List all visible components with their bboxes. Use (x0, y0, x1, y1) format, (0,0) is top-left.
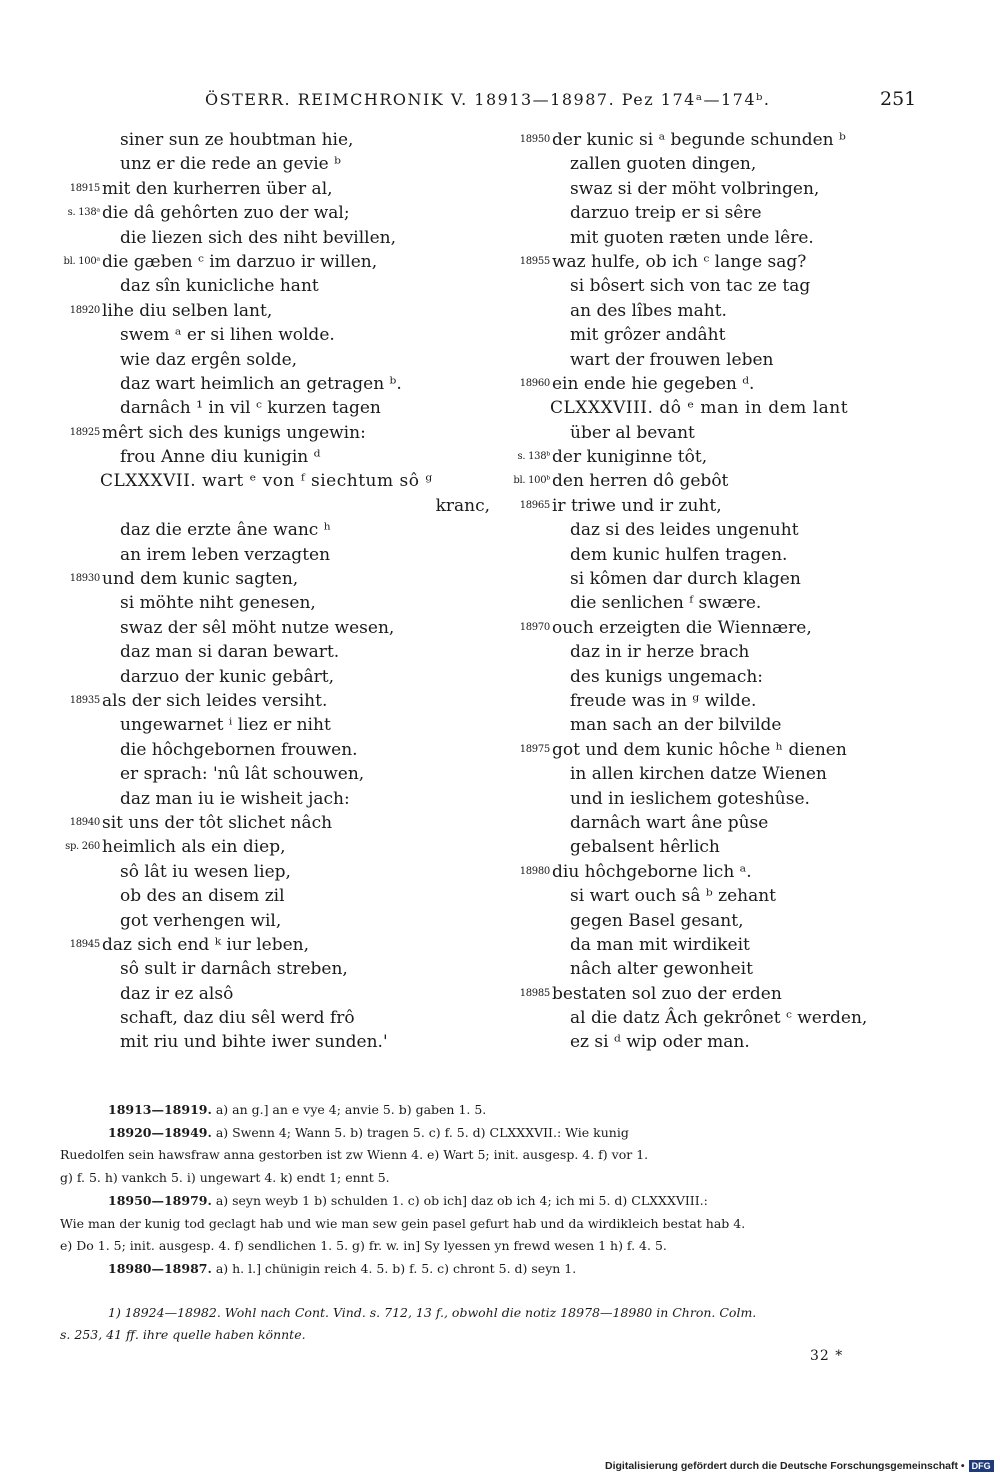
line-number: 18925 (69, 426, 100, 438)
verse-text: kranc, (435, 495, 490, 516)
verse-text: ein ende hie gegeben ᵈ. (552, 373, 755, 394)
apparatus-text: a) h. l.] chünigin reich 4. 5. b) f. 5. c) chront 5. d) seyn 1. (215, 1260, 577, 1276)
line-number: 18965 (519, 499, 550, 511)
apparatus-entry (60, 1213, 914, 1236)
verse-text: darzuo der kunic gebârt, (120, 666, 335, 687)
verse-line (40, 884, 490, 908)
verse-text: ob des an disem zil (120, 886, 285, 907)
verse-line (40, 738, 490, 762)
verse-line (40, 835, 490, 859)
line-number: bl. 100ᵃ (63, 255, 100, 267)
verse-line (490, 201, 940, 225)
verse-text: mêrt sich des kunigs ungewin: (102, 422, 366, 443)
verse-line (490, 640, 940, 664)
verse-text: sô sult ir darnâch streben, (120, 959, 348, 980)
footnote-line: 1) 18924—18982. Wohl nach Cont. Vind. s. 712, 13 f., obwohl die notiz 18978—18980 in Chron. Colm. (108, 1305, 757, 1320)
line-number: 18955 (519, 255, 550, 267)
verse-line (40, 348, 490, 372)
apparatus-entry (60, 1099, 914, 1122)
verse-line (490, 665, 940, 689)
verse-text: ungewarnet ⁱ liez er niht (120, 715, 331, 736)
signature-mark: 32 * (810, 1348, 844, 1364)
verse-text: daz man si daran bewart. (120, 642, 340, 663)
apparatus-entry (60, 1122, 914, 1145)
verse-line (40, 787, 490, 811)
left-verse-column (40, 128, 490, 1055)
verse-line (40, 177, 490, 201)
verse-text: ez si ᵈ wip oder man. (570, 1032, 750, 1053)
dfg-notice-text: Digitalisierung gefördert durch die Deutsche Forschungsgemeinschaft • (605, 1460, 965, 1472)
verse-line (490, 933, 940, 957)
verse-line (490, 177, 940, 201)
verse-text: die gæben ᶜ im darzuo ir willen, (102, 251, 378, 272)
apparatus-entry (60, 1235, 914, 1258)
verse-line (490, 323, 940, 347)
verse-text: got verhengen wil, (120, 910, 282, 931)
verse-text: waz hulfe, ob ich ᶜ lange sag? (552, 251, 807, 272)
line-number: sp. 260 (65, 841, 100, 853)
verse-line (40, 982, 490, 1006)
verse-text: siner sun ze houbtman hie, (120, 130, 354, 150)
verse-line (40, 640, 490, 664)
verse-text: daz si des leides ungenuht (570, 520, 799, 541)
apparatus-text: a) seyn weyb 1 b) schulden 1. c) ob ich] daz ob ich 4; ich mi 5. d) CLXXXVIII.: (215, 1192, 708, 1208)
verse-text: mit riu und bihte iwer sunden.' (120, 1032, 388, 1053)
verse-line (40, 201, 490, 225)
apparatus-range: 18913—18919. (108, 1102, 212, 1117)
verse-text: über al bevant (570, 422, 695, 443)
verse-line (490, 421, 940, 445)
apparatus-text: e) Do 1. 5; init. ausgesp. 4. f) sendlichen 1. 5. g) fr. w. in] Sy lyessen yn frewd wesen 1 h) f. 4. 5. (60, 1238, 667, 1254)
verse-text: des kunigs ungemach: (570, 666, 764, 687)
verse-line (40, 274, 490, 298)
verse-line (490, 713, 940, 737)
verse-line (490, 884, 940, 908)
verse-text: CLXXXVIII. dô ᵉ man in dem lant (550, 398, 849, 419)
verse-line (40, 616, 490, 640)
verse-line (40, 860, 490, 884)
apparatus-text: a) an g.] an e vye 4; anvie 5. b) gaben 1. 5. (215, 1102, 487, 1117)
verse-text: heimlich als ein diep, (102, 837, 286, 858)
verse-text: daz ir ez alsô (120, 983, 234, 1004)
verse-text: daz sîn kunicliche hant (120, 276, 319, 297)
verse-line (40, 933, 490, 957)
verse-line (490, 396, 940, 420)
verse-text: swaz der sêl möht nutze wesen, (120, 617, 395, 638)
verse-text: die senlichen ᶠ swære. (570, 593, 762, 614)
verse-text: diu hôchgeborne lich ᵃ. (552, 861, 752, 882)
critical-apparatus (60, 1099, 914, 1281)
verse-text: si bôsert sich von tac ze tag (570, 276, 811, 297)
verse-line (40, 567, 490, 591)
verse-line (40, 494, 490, 518)
verse-line (490, 689, 940, 713)
verse-text: si möhte niht genesen, (120, 593, 316, 614)
verse-text: mit guoten ræten unde lêre. (570, 227, 814, 248)
right-verse-column (490, 128, 940, 1055)
line-number: 18980 (519, 865, 550, 877)
apparatus-text: Wie man der kunig tod geclagt hab und wie man sew gein pasel gefurt hab und da wirdikleich bestat hab 4. (60, 1215, 746, 1231)
verse-text: die liezen sich des niht bevillen, (120, 227, 397, 248)
footnote-line: s. 253, 41 ff. ihre quelle haben könnte. (60, 1327, 306, 1342)
verse-text: wie daz ergên solde, (120, 349, 298, 370)
verse-text: die hôchgebornen frouwen. (120, 739, 358, 760)
verse-text: an irem leben verzagten (120, 544, 331, 565)
running-title: ÖSTERR. REIMCHRONIK V. 18913—18987. Pez 174ᵃ—174ᵇ. (205, 90, 771, 109)
verse-text: daz in ir herze brach (570, 642, 750, 663)
verse-line (40, 591, 490, 615)
verse-text: freude was in ᵍ wilde. (570, 690, 757, 711)
verse-text: gegen Basel gesant, (570, 910, 744, 931)
line-number: 18985 (519, 987, 550, 999)
apparatus-range: 18980—18987. (108, 1260, 212, 1276)
verse-line (490, 469, 940, 493)
verse-line (490, 567, 940, 591)
line-number: s. 138ᵃ (67, 207, 100, 219)
verse-line (40, 1006, 490, 1030)
verse-line (40, 518, 490, 542)
verse-line (40, 469, 490, 493)
verse-text: lihe diu selben lant, (102, 300, 273, 321)
verse-text: wart der frouwen leben (570, 349, 774, 370)
line-number: 18950 (519, 134, 550, 145)
verse-text: daz sich end ᵏ iur leben, (102, 934, 310, 955)
verse-line (40, 299, 490, 323)
verse-text: si wart ouch sâ ᵇ zehant (570, 886, 777, 907)
verse-line (490, 1030, 940, 1054)
verse-text: ir triwe und ir zuht, (552, 495, 722, 516)
verse-line (490, 835, 940, 859)
verse-text: daz die erzte âne wanc ʰ (120, 520, 332, 541)
page-number: 251 (880, 88, 917, 110)
source-footnote (60, 1302, 920, 1346)
line-number: 18915 (69, 182, 100, 194)
verse-line (40, 372, 490, 396)
verse-text: nâch alter gewonheit (570, 959, 753, 980)
dfg-logo-icon: DFG (969, 1460, 994, 1472)
verse-text: als der sich leides versiht. (102, 690, 328, 711)
apparatus-text: g) f. 5. h) vankch 5. i) ungewart 4. k) endt 1; ennt 5. (60, 1170, 390, 1186)
verse-line (490, 543, 940, 567)
verse-line (490, 811, 940, 835)
line-number: 18935 (69, 694, 100, 706)
verse-text: mit den kurherren über al, (102, 178, 333, 199)
verse-line (490, 299, 940, 323)
verse-text: man sach an der bilvilde (570, 715, 782, 736)
verse-line (40, 909, 490, 933)
verse-line (490, 372, 940, 396)
line-number: bl. 100ᵇ (513, 475, 550, 487)
verse-line (40, 713, 490, 737)
verse-line (490, 518, 940, 542)
verse-text: an des lîbes maht. (570, 300, 727, 321)
verse-line (490, 152, 940, 176)
verse-text: da man mit wirdikeit (570, 934, 750, 955)
verse-line (490, 982, 940, 1006)
apparatus-text: a) Swenn 4; Wann 5. b) tragen 5. c) f. 5. d) CLXXXVII.: Wie kunig (215, 1124, 629, 1140)
verse-text: daz wart heimlich an getragen ᵇ. (120, 373, 402, 394)
verse-text: CLXXXVII. wart ᵉ von ᶠ siechtum sô ᵍ (100, 471, 433, 492)
verse-text: darnâch ¹ in vil ᶜ kurzen tagen (120, 398, 381, 419)
verse-text: swem ᵃ er si lihen wolde. (120, 325, 335, 346)
verse-text: den herren dô gebôt (552, 471, 729, 492)
apparatus-entry (60, 1190, 914, 1213)
verse-line (40, 250, 490, 274)
dfg-funding-notice (605, 1458, 994, 1474)
verse-text: der kuniginne tôt, (552, 447, 708, 468)
verse-text: dem kunic hulfen tragen. (570, 544, 788, 565)
line-number: 18920 (69, 304, 100, 316)
verse-line (40, 811, 490, 835)
verse-line (490, 591, 940, 615)
verse-text: und dem kunic sagten, (102, 569, 299, 590)
line-number: 18945 (69, 938, 100, 950)
verse-line (490, 909, 940, 933)
verse-text: gebalsent hêrlich (570, 837, 720, 858)
verse-line (40, 421, 490, 445)
line-number: s. 138ᵇ (517, 451, 550, 463)
verse-text: der kunic si ᵃ begunde schunden ᵇ (552, 130, 846, 150)
apparatus-entry (60, 1144, 914, 1167)
line-number: 18975 (519, 743, 550, 755)
verse-text: die dâ gehôrten zuo der wal; (102, 203, 350, 224)
verse-text: unz er die rede an gevie ᵇ (120, 154, 341, 175)
verse-line (490, 957, 940, 981)
line-number: 18970 (519, 621, 550, 633)
verse-line (490, 274, 940, 298)
verse-line (490, 445, 940, 469)
apparatus-text: Ruedolfen sein hawsfraw anna gestorben ist zw Wienn 4. e) Wart 5; init. ausgesp. 4. f) vor 1. (60, 1147, 649, 1163)
verse-text: bestaten sol zuo der erden (552, 983, 782, 1004)
verse-line (40, 396, 490, 420)
verse-text: darnâch wart âne pûse (570, 812, 769, 833)
verse-line (490, 762, 940, 786)
verse-line (490, 616, 940, 640)
verse-line (490, 348, 940, 372)
verse-text: got und dem kunic hôche ʰ dienen (552, 739, 847, 760)
verse-line (40, 445, 490, 469)
line-number: 18930 (69, 573, 100, 585)
verse-text: darzuo treip er si sêre (570, 203, 762, 224)
verse-text: si kômen dar durch klagen (570, 569, 801, 590)
line-number: 18940 (69, 816, 100, 828)
verse-line (40, 957, 490, 981)
verse-line (40, 762, 490, 786)
verse-line (40, 128, 490, 152)
verse-line (490, 1006, 940, 1030)
verse-text: daz man iu ie wisheit jach: (120, 788, 350, 809)
verse-text: zallen guoten dingen, (570, 154, 757, 175)
verse-text: al die datz Âch gekrônet ᶜ werden, (570, 1008, 868, 1029)
verse-line (40, 226, 490, 250)
verse-line (40, 689, 490, 713)
apparatus-entry (60, 1258, 914, 1281)
verse-text: und in ieslichem goteshûse. (570, 788, 810, 809)
verse-line (490, 787, 940, 811)
verse-line (40, 1030, 490, 1054)
apparatus-range: 18920—18949. (108, 1124, 212, 1140)
verse-text: sô lât iu wesen liep, (120, 861, 291, 882)
line-number: 18960 (519, 377, 550, 389)
apparatus-entry (60, 1167, 914, 1190)
verse-text: ouch erzeigten die Wiennære, (552, 617, 812, 638)
verse-line (40, 665, 490, 689)
verse-line (40, 543, 490, 567)
verse-line (490, 860, 940, 884)
verse-line (490, 738, 940, 762)
verse-text: er sprach: 'nû lât schouwen, (120, 764, 365, 785)
verse-line (40, 323, 490, 347)
verse-text: schaft, daz diu sêl werd frô (120, 1008, 355, 1029)
verse-text: in allen kirchen datze Wienen (570, 764, 827, 785)
verse-line (490, 494, 940, 518)
verse-text: frou Anne diu kunigin ᵈ (120, 447, 321, 468)
apparatus-range: 18950—18979. (108, 1192, 212, 1208)
verse-line (490, 226, 940, 250)
verse-text: swaz si der möht volbringen, (570, 178, 820, 199)
verse-line (490, 128, 940, 152)
verse-text: sit uns der tôt slichet nâch (102, 812, 333, 833)
verse-line (40, 152, 490, 176)
page-header (0, 90, 1000, 114)
verse-line (490, 250, 940, 274)
verse-text: mit grôzer andâht (570, 325, 726, 346)
